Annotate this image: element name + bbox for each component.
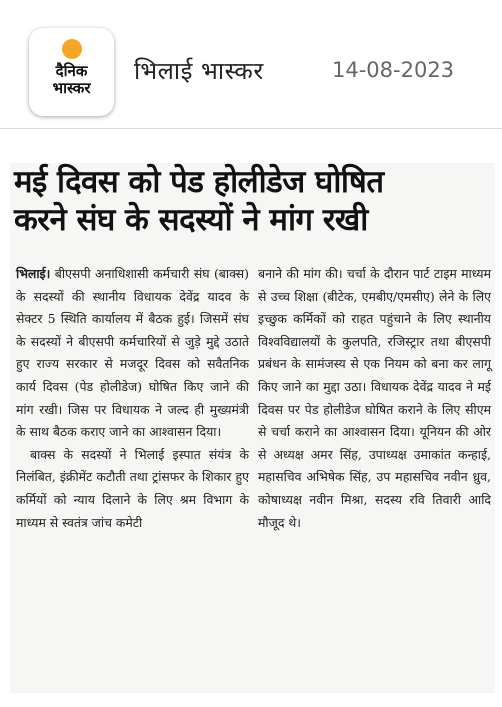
logo-text-line1: दैनिक [55, 62, 88, 80]
paragraph-2: बाक्स के सदस्यों ने भिलाई इस्पात संयंत्र के निलंबित, इंक्रीमेंट कटौती तथा ट्रांसफर के शिकार हुए कर्मियों को न्याय दिलाने के लिए श्रम विभाग के माध्यम से स्वतंत्र जांच कमेटी [16, 446, 249, 530]
page-header [0, 0, 502, 128]
headline-line2: करने संघ के सदस्यों ने मांग रखी [14, 202, 368, 238]
dainik-bhaskar-logo [29, 28, 114, 116]
logo-text-line2: भास्कर [52, 79, 91, 97]
headline [14, 163, 494, 239]
article-column-right [258, 263, 491, 534]
paragraph-3: बनाने की मांग की। चर्चा के दौरान पार्ट टाइम माध्यम से उच्च शिक्षा (बीटेक, एमबीए/एमसीए) लेने के लिए इच्छुक कर्मिकों को राहत पहुंचाने के लिए स्थानीय विश्वविद्यालयों के कुलपति, रजिस्ट्रार तथा बीएसपी प्रबंधन के सामंजस्य से एक नियम को बना कर लागू किए जाने का मुद्दा उठा। विधायक देवेंद्र यादव ने मई दिवस पर पेड होलीडेज घोषित कराने के लिए सीएम से चर्चा कराने का आश्वासन दिया। यूनियन की ओर से अध्यक्ष अमर सिंह, उपाध्यक्ष उमाकांत कन्हाई, महासचिव अभिषेक सिंह, उप महासचिव नवीन ध्रुव, कोषाध्यक्ष नवीन मिश्रा, सदस्य रवि तिवारी आदि मौजूद थे। [258, 266, 491, 530]
paragraph-1 [16, 263, 249, 444]
edition-name: भिलाई भास्कर [134, 57, 264, 85]
dateline: भिलाई। [16, 266, 51, 281]
publication-date: 14-08-2023 [332, 58, 455, 82]
header-divider [0, 128, 502, 129]
news-clipping [10, 163, 495, 693]
article-column-left [16, 263, 249, 534]
headline-line1: मई दिवस को पेड होलीडेज घोषित [14, 164, 384, 200]
paragraph-1-text: बीएसपी अनाधिशासी कर्मचारी संघ (बाक्स) के सदस्यों की स्थानीय विधायक देवेंद्र यादव के सेक्टर 5 स्थिति कार्यालय में बैठक हुई। जिसमें संघ के सदस्यों ने बीएसपी कर्मचारियों से जुड़े मुद्दे उठाते हुए राज्य सरकार से मजदूर दिवस को सवैतनिक कार्य दिवस (पेड होलीडेज) घोषित किए जाने की मांग रखी। जिस पर विधायक ने जल्द ही मुख्यमंत्री के साथ बैठक कराए जाने का आश्वासन दिया। [16, 266, 249, 440]
sun-circle-icon [62, 39, 82, 59]
